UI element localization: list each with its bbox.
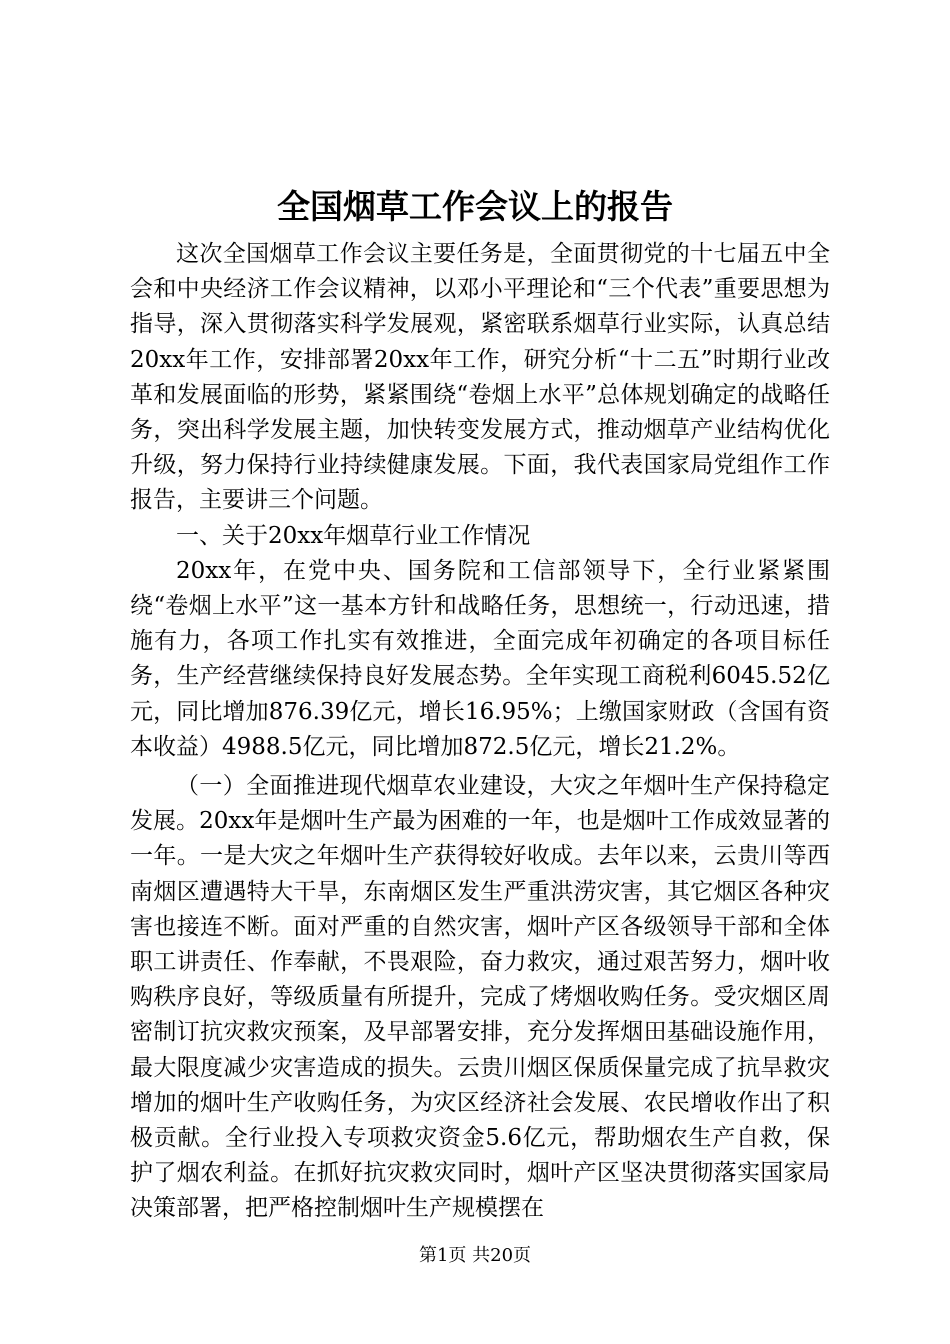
document-body (130, 237, 830, 1227)
document-title: 全国烟草工作会议上的报告 (277, 187, 673, 226)
intro-paragraph: 这次全国烟草工作会议主要任务是，全面贯彻党的十七届五中全会和中央经济工作会议精神，以邓小平理论和“三个代表”重要思想为指导，深入贯彻落实科学发展观，紧密联系烟草行业实际，认真总结20xx年工作，安排部署20xx年工作，研究分析“十二五”时期行业改革和发展面临的形势，紧紧围绕“卷烟上水平”总体规划确定的战略任务，突出科学发展主题，加快转变发展方式，推动烟草产业结构优化升级，努力保持行业持续健康发展。下面，我代表国家局党组作工作报告，主要讲三个问题。 (130, 241, 830, 514)
summary-paragraph: 20xx年，在党中央、国务院和工信部领导下，全行业紧紧围绕“卷烟上水平”这一基本方针和战略任务，思想统一，行动迅速，措施有力，各项工作扎实有效推进，全面完成年初确定的各项目标任务，生产经营继续保持良好发展态势。全年实现工商税利6045.52亿元，同比增加876.39亿元，增长16.95%；上缴国家财政（含国有资本收益）4988.5亿元，同比增加872.5亿元，增长21.2%。 (130, 557, 830, 760)
page-footer: 第1页 共20页 (418, 1245, 532, 1266)
section-heading: 一、关于20xx年烟草行业工作情况 (176, 522, 531, 549)
section-one-paragraph: （一）全面推进现代烟草农业建设，大灾之年烟叶生产保持稳定发展。20xx年是烟叶生产最为困难的一年，也是烟叶工作成效显著的一年。一是大灾之年烟叶生产获得较好收成。去年以来，云贵川等西南烟区遭遇特大干旱，东南烟区发生严重洪涝灾害，其它烟区各种灾害也接连不断。面对严重的自然灾害，烟叶产区各级领导干部和全体职工讲责任、作奉献，不畏艰险，奋力救灾，通过艰苦努力，烟叶收购秩序良好，等级质量有所提升，完成了烤烟收购任务。受灾烟区周密制订抗灾救灾预案，及早部署安排，充分发挥烟田基础设施作用，最大限度减少灾害造成的损失。云贵川烟区保质保量完成了抗旱救灾增加的烟叶生产收购任务，为灾区经济社会发展、农民增收作出了积极贡献。全行业投入专项救灾资金5.6亿元，帮助烟农生产自救，保护了烟农利益。在抓好抗灾救灾同时，烟叶产区坚决贯彻落实国家局决策部署，把严格控制烟叶生产规模摆在 (130, 773, 830, 1222)
